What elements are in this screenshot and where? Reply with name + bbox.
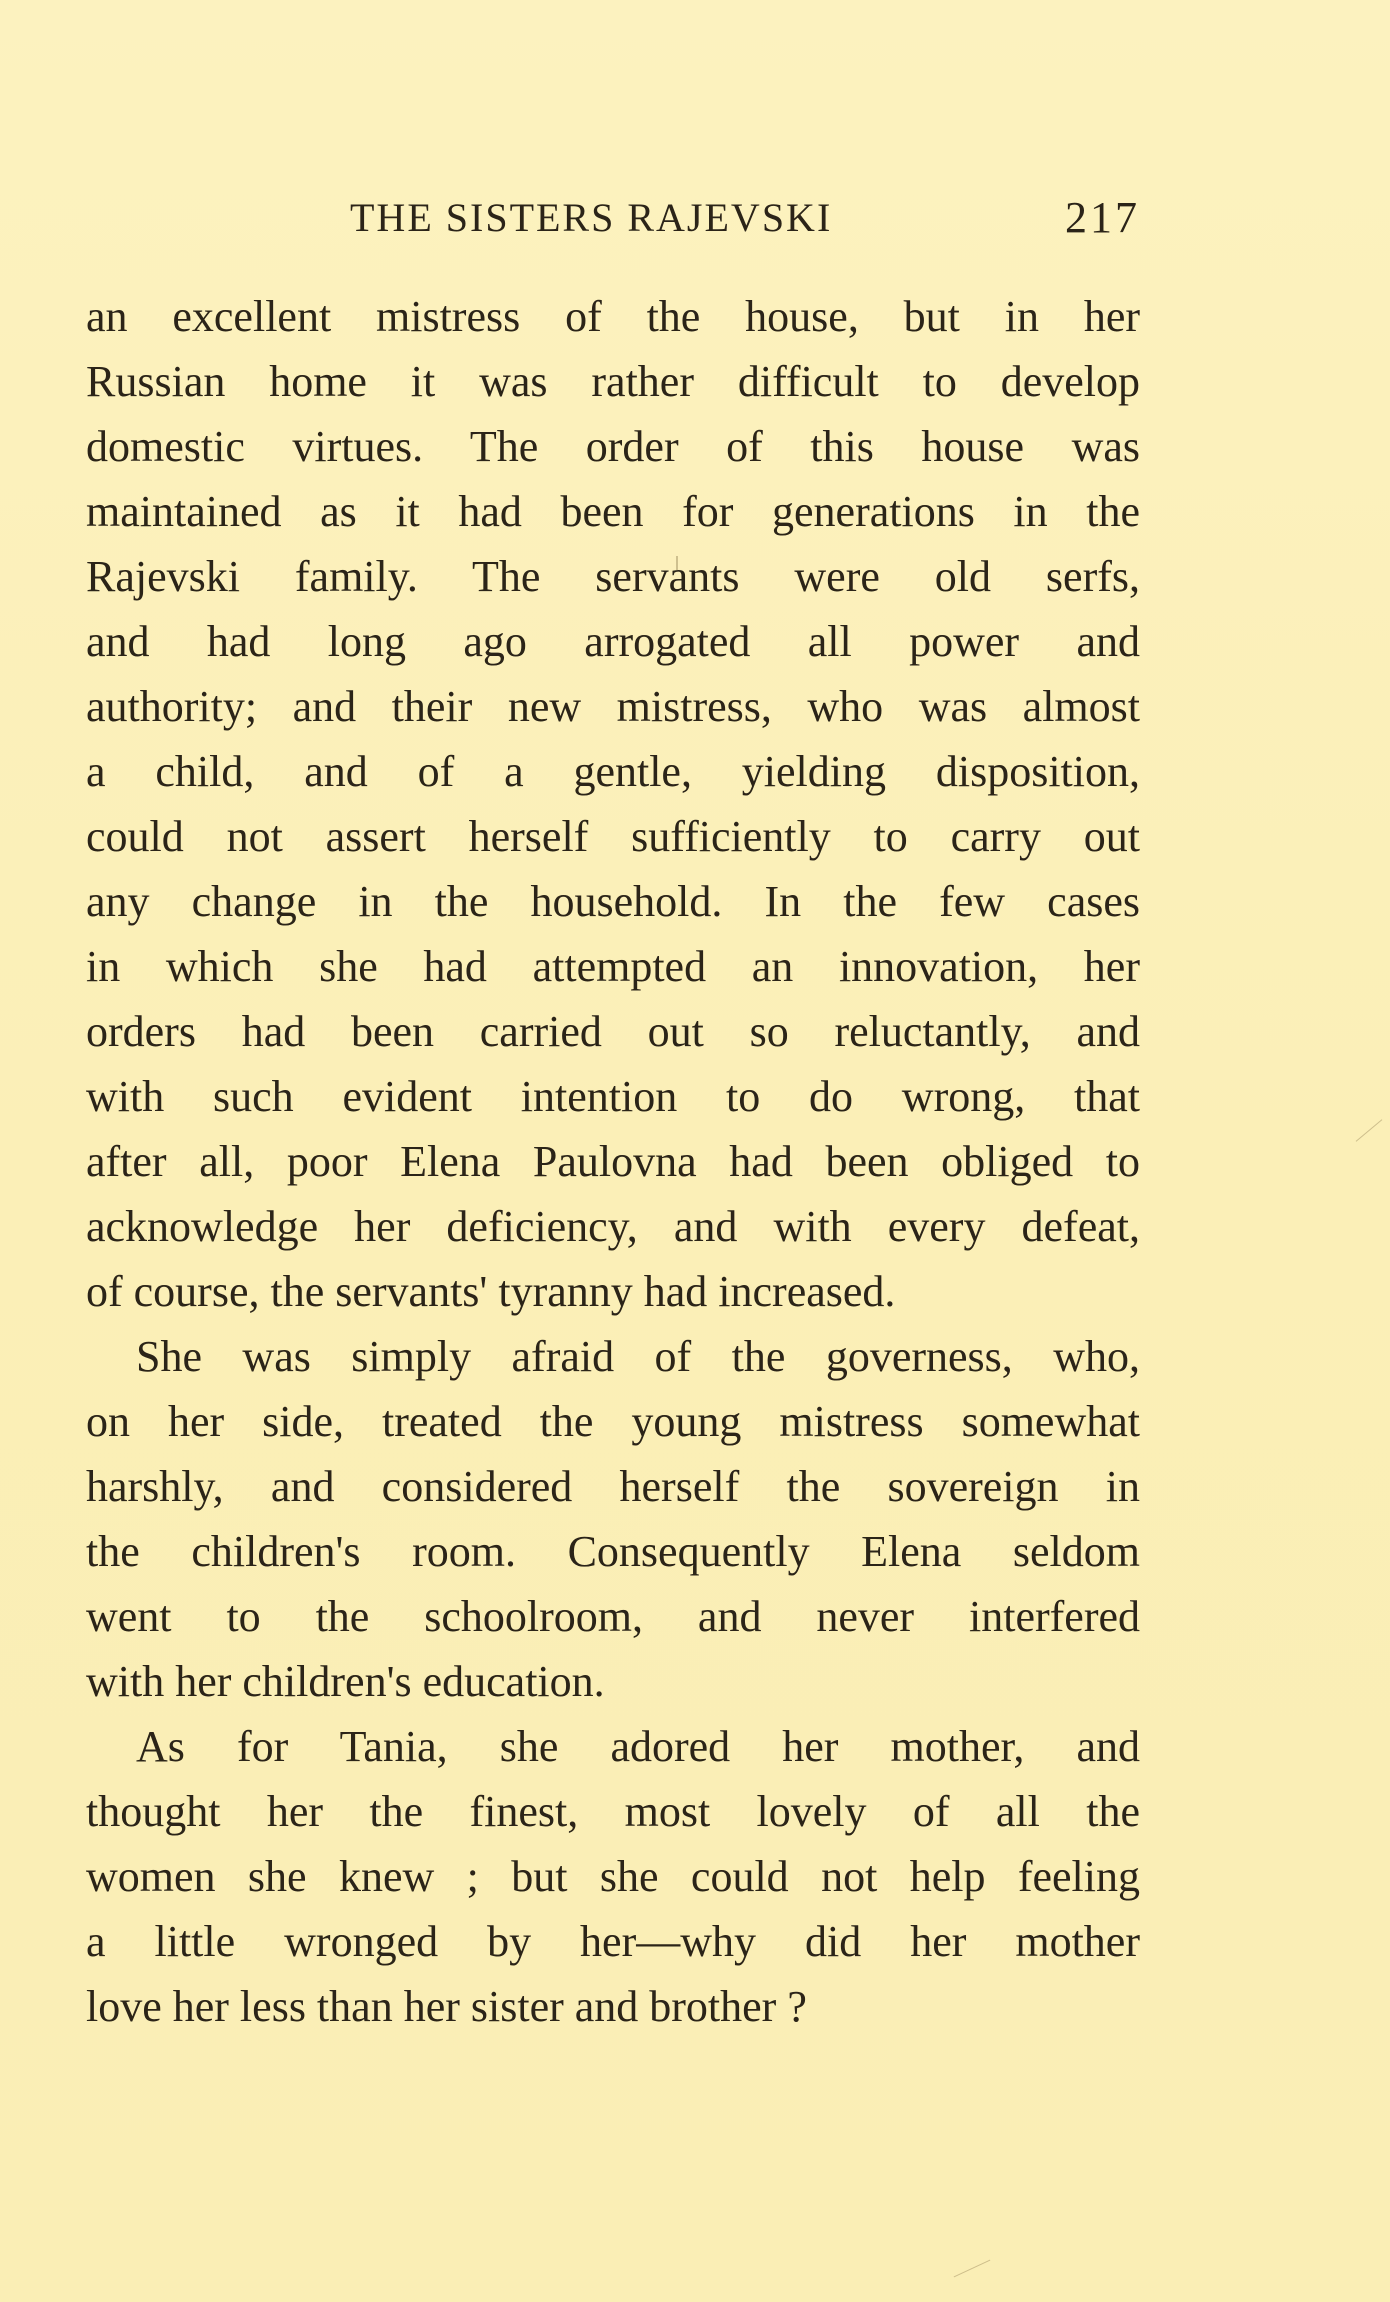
text-line: She was simply afraid of the governess, who, (136, 1332, 1140, 1381)
text-line: with her children's education. (86, 1657, 605, 1706)
page-number: 217 (1065, 193, 1140, 242)
paper-speck (676, 556, 678, 570)
text-line: could not assert herself sufficiently to carry out (86, 812, 1140, 861)
text-line: women she knew ; but she could not help feeling (86, 1852, 1140, 1901)
paper-scratch (954, 2260, 991, 2278)
body-text (86, 284, 1140, 2039)
running-title: THE SISTERS RAJEVSKI (350, 195, 833, 240)
text-line: in which she had attempted an innovation, her (86, 942, 1140, 991)
text-line: thought her the finest, most lovely of all the (86, 1787, 1140, 1836)
text-line: any change in the household. In the few cases (86, 877, 1140, 926)
paper-scratch (1356, 1119, 1383, 1142)
text-line: love her less than her sister and brother ? (86, 1982, 807, 2031)
text-line: with such evident intention to do wrong, that (86, 1072, 1140, 1121)
text-line: Rajevski family. The servants were old serfs, (86, 552, 1140, 601)
text-line: acknowledge her deficiency, and with every defeat, (86, 1202, 1140, 1251)
paragraph-1 (86, 284, 1140, 1324)
text-line: the children's room. Consequently Elena seldom (86, 1527, 1140, 1576)
text-line: after all, poor Elena Paulovna had been obliged to (86, 1137, 1140, 1186)
text-line: domestic virtues. The order of this house was (86, 422, 1140, 471)
paragraph-2 (86, 1324, 1140, 1714)
text-line: a child, and of a gentle, yielding disposition, (86, 747, 1140, 796)
text-line: a little wronged by her—why did her mother (86, 1917, 1140, 1966)
text-line: and had long ago arrogated all power and (86, 617, 1140, 666)
text-line: went to the schoolroom, and never interfered (86, 1592, 1140, 1641)
text-line: an excellent mistress of the house, but in her (86, 292, 1140, 341)
running-head (86, 188, 1140, 248)
text-line: orders had been carried out so reluctantly, and (86, 1007, 1140, 1056)
text-line: authority; and their new mistress, who was almost (86, 682, 1140, 731)
text-line: on her side, treated the young mistress somewhat (86, 1397, 1140, 1446)
paragraph-3 (86, 1714, 1140, 2039)
text-line: Russian home it was rather difficult to develop (86, 357, 1140, 406)
text-line: harshly, and considered herself the sovereign in (86, 1462, 1140, 1511)
text-line: As for Tania, she adored her mother, and (136, 1722, 1140, 1771)
text-line: maintained as it had been for generations in the (86, 487, 1140, 536)
text-line: of course, the servants' tyranny had increased. (86, 1267, 896, 1316)
